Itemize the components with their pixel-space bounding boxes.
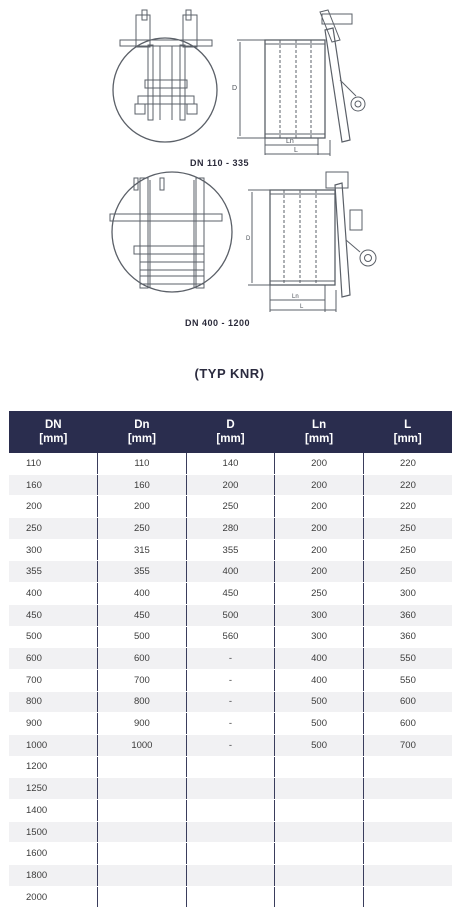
table-cell: 1200 [9,756,98,778]
dim-ln-small: Ln [286,138,294,145]
table-cell: 300 [363,583,452,605]
table-cell: 1400 [9,800,98,822]
small-valve-front-view [113,10,217,142]
table-row [9,626,452,648]
dim-d-large: D [246,236,251,242]
table-cell [275,865,364,887]
table-cell [363,778,452,800]
table-row [9,691,452,713]
table-row [9,778,452,800]
table-cell [186,865,275,887]
table-cell [186,800,275,822]
table-cell [186,821,275,843]
label-dn-large: DN 400 - 1200 [185,318,251,328]
table-cell: 450 [9,604,98,626]
table-cell [363,821,452,843]
table-cell: 200 [9,496,98,518]
table-cell: 220 [363,474,452,496]
label-dn-small: DN 110 - 335 [190,158,250,168]
table-cell [98,865,187,887]
table-cell: 300 [275,626,364,648]
table-cell [275,886,364,908]
dimensions-table [9,411,452,908]
table-cell [186,778,275,800]
dim-ln-large: Ln [292,294,299,300]
table-row [9,648,452,670]
table-cell: 600 [363,713,452,735]
table-cell [363,800,452,822]
table-cell [275,778,364,800]
table-cell: 600 [9,648,98,670]
table-header [9,411,452,453]
table-cell: 355 [98,561,187,583]
table-cell: - [186,669,275,691]
table-cell: 220 [363,453,452,474]
table-cell: 2000 [9,886,98,908]
table-cell: 200 [275,496,364,518]
table-cell: - [186,648,275,670]
table-cell: 200 [186,474,275,496]
table-row [9,583,452,605]
header-ln: Ln [mm] [275,411,364,453]
table-cell [363,886,452,908]
table-cell [98,778,187,800]
table-cell: 200 [275,518,364,540]
table-cell: 900 [98,713,187,735]
table-cell: 500 [186,604,275,626]
table-cell: 1000 [9,734,98,756]
table-cell: 500 [275,691,364,713]
table-cell: 1600 [9,843,98,865]
table-cell: - [186,691,275,713]
header-dn-nominal: Dn [mm] [98,411,187,453]
table-cell [186,843,275,865]
table-cell [98,886,187,908]
table-row [9,886,452,908]
table-cell: 700 [363,734,452,756]
table-cell: 450 [186,583,275,605]
table-cell: 1000 [98,734,187,756]
table-cell: 450 [98,604,187,626]
header-dn: DN [mm] [9,411,98,453]
table-cell: 400 [275,669,364,691]
table-cell [186,886,275,908]
table-cell: 140 [186,453,275,474]
table-cell: 355 [186,539,275,561]
table-row [9,604,452,626]
table-cell: 250 [9,518,98,540]
table-cell [275,843,364,865]
table-cell: 160 [9,474,98,496]
table-cell: 280 [186,518,275,540]
table-cell: 200 [98,496,187,518]
table-cell: - [186,734,275,756]
table-cell: 400 [186,561,275,583]
header-d: D [mm] [186,411,275,453]
table-cell: 200 [275,561,364,583]
table-cell: 500 [9,626,98,648]
table-cell: 250 [98,518,187,540]
table-cell [186,756,275,778]
valve-drawings-svg [0,0,459,345]
table-cell: 300 [9,539,98,561]
table-cell [275,800,364,822]
table-row [9,756,452,778]
table-cell: 360 [363,604,452,626]
table-cell: 250 [275,583,364,605]
table-cell: 600 [98,648,187,670]
table-cell: 400 [9,583,98,605]
table-cell: 160 [98,474,187,496]
table-row [9,453,452,474]
dim-d-small: D [232,85,238,92]
table-cell: 1800 [9,865,98,887]
table-cell [363,756,452,778]
table-cell [275,756,364,778]
table-cell: 200 [275,539,364,561]
table-cell: 250 [363,561,452,583]
table-cell: 400 [98,583,187,605]
table-cell: 900 [9,713,98,735]
type-title: (TYP KNR) [194,366,265,381]
table-cell [98,800,187,822]
table-cell: 500 [275,713,364,735]
table-row [9,800,452,822]
table-cell [363,865,452,887]
table-cell: 110 [9,453,98,474]
table-cell: 200 [275,474,364,496]
table-cell: 800 [9,691,98,713]
table-cell: 400 [275,648,364,670]
table-row [9,843,452,865]
table-row [9,518,452,540]
table-row [9,474,452,496]
table-cell [98,756,187,778]
table-cell: 355 [9,561,98,583]
table-cell [98,821,187,843]
table-cell: 500 [98,626,187,648]
table-cell [98,843,187,865]
table-cell: - [186,713,275,735]
table-row [9,539,452,561]
header-l: L [mm] [363,411,452,453]
table-cell: 600 [363,691,452,713]
table-row [9,865,452,887]
table-row [9,561,452,583]
table-cell: 1250 [9,778,98,800]
table-cell: 315 [98,539,187,561]
table-cell: 110 [98,453,187,474]
table-cell: 250 [363,539,452,561]
table-cell: 560 [186,626,275,648]
table-cell: 220 [363,496,452,518]
large-valve-side-view [248,172,376,312]
table-cell [363,843,452,865]
table-cell: 550 [363,648,452,670]
table-cell: 300 [275,604,364,626]
table-cell: 250 [363,518,452,540]
table-row [9,713,452,735]
table-cell: 700 [98,669,187,691]
table-row [9,734,452,756]
table-cell: 360 [363,626,452,648]
table-cell: 1500 [9,821,98,843]
table-row [9,669,452,691]
dim-l-small: L [294,147,298,154]
small-valve-side-view [237,10,365,156]
table-cell: 800 [98,691,187,713]
table-cell: 550 [363,669,452,691]
technical-drawing [0,0,459,345]
table-row [9,496,452,518]
table-cell: 250 [186,496,275,518]
large-valve-front-view [110,172,232,292]
table-body [9,453,452,908]
table-cell: 200 [275,453,364,474]
table-cell: 700 [9,669,98,691]
table-row [9,821,452,843]
dim-l-large: L [300,304,304,310]
table-cell: 500 [275,734,364,756]
table-cell [275,821,364,843]
